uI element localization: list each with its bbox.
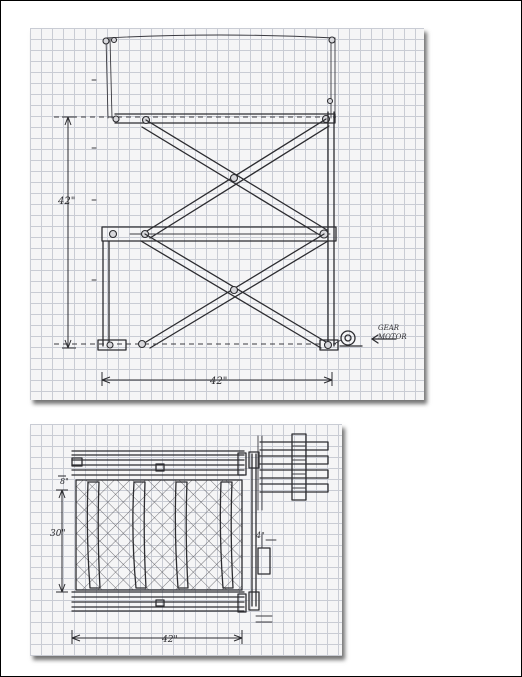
top-rail	[106, 35, 335, 38]
bottom-rails	[72, 592, 244, 611]
side-motor-box	[258, 548, 270, 574]
plan-width-label: 42"	[162, 635, 178, 645]
small-side-label: 4"	[256, 531, 265, 540]
rail-section-detail	[256, 430, 336, 522]
bottom-center-bracket	[156, 600, 164, 606]
motor-label-line2: MOTOR	[378, 333, 407, 341]
plan-width-dimension	[72, 630, 242, 644]
width-label: 42"	[210, 376, 228, 387]
lower-center-pivot	[231, 287, 238, 294]
middle-left-pivot	[110, 231, 117, 238]
top-right-pivot	[329, 37, 335, 43]
elevation-sketch-sheet	[30, 28, 424, 400]
small-top-label: 8"	[60, 477, 69, 486]
mesh-panel	[76, 480, 242, 590]
plan-height-label: 30"	[50, 529, 66, 539]
lower-left-pivot	[139, 341, 146, 348]
upper-center-pivot	[231, 175, 238, 182]
lower-right-pivot	[325, 342, 332, 349]
left-upper-post	[106, 38, 108, 118]
plan-height-dimension	[56, 490, 68, 592]
height-dimension	[62, 117, 76, 348]
elevation-sketch-drawing	[30, 28, 424, 400]
top-left-pivot	[103, 38, 109, 44]
top-right-bracket	[238, 453, 246, 475]
height-label: 42"	[58, 196, 76, 207]
motor-label-line1: GEAR	[378, 324, 400, 332]
